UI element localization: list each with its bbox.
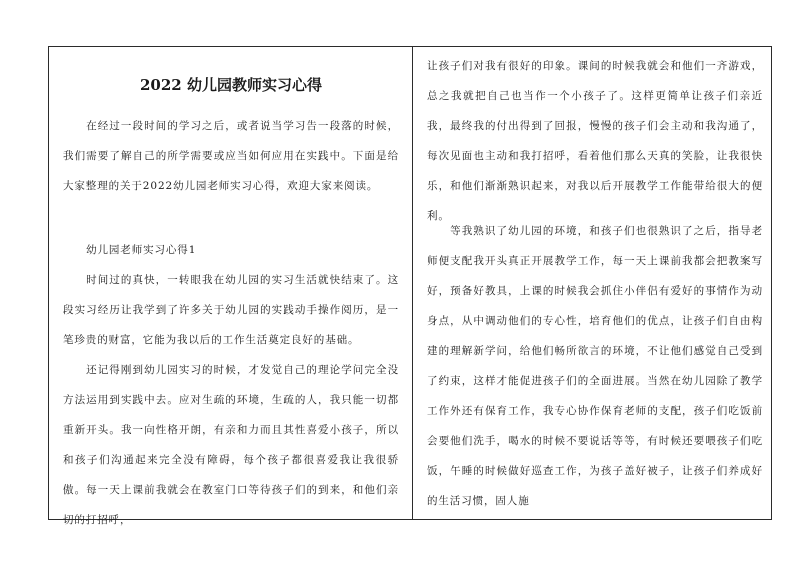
document-title: 2022 幼儿园教师实习心得: [140, 76, 322, 94]
column-divider: [412, 47, 413, 519]
body-paragraph: 等我熟识了幼儿园的环境，和孩子们也很熟识了之后，指导老师便支配我开头真正开展教学工作，每一天上课前我都会把教案写好，预备好教具，上课的时候我会抓住小伴侣有爱好的事情作为动身点，从中调动他们的专心性，培育他们的优点，让孩子们自由构建的理解新学问，给他们畅所欲言的环境，不让他们感觉自己受到了约束，这样才能促进孩子们的全面进展。当然在幼儿园除了教学工作外还有保育工作，我专心协作保育老师的支配，孩子们吃饭前会要他们洗手，喝水的时候不要说话等等，有时候还要喂孩子们吃饭，午睡的时候做好巡查工作，为孩子盖好被子，让孩子们养成好的生活习惯，固人施: [427, 225, 763, 507]
document-page: [48, 46, 772, 526]
body-paragraph: 时间过的真快，一转眼我在幼儿园的实习生活就快结束了。这段实习经历让我学到了许多关于幼儿园的实践动手操作阅历，是一笔珍贵的财富，它能为我以后的工作生活奠定良好的基础。: [63, 274, 399, 346]
section-heading: 幼儿园老师实习心得1: [86, 244, 197, 256]
body-paragraph: 让孩子们对我有很好的印象。课间的时候我就会和他们一齐游戏，总之我就把自己也当作一个小孩子了。这样更简单让孩子们亲近我，最终我的付出得到了回报，慢慢的孩子们会主动和我沟通了，每次见面也主动和我打招呼，看着他们那么天真的笑脸，让我很快乐，和他们渐渐熟识起来，对我以后开展教学工作能带给很大的便利。: [427, 60, 763, 222]
intro-paragraph: 在经过一段时间的学习之后，或者说当学习告一段落的时候，我们需要了解自己的所学需要或应当如何应用在实践中。下面是给大家整理的关于2022幼儿园老师实习心得，欢迎大家来阅读。: [63, 120, 399, 192]
body-paragraph: 还记得刚到幼儿园实习的时候，才发觉自己的理论学问完全没方法运用到实践中去。应对生疏的环境，生疏的人，我只能一切都重新开头。我一向性格开朗，有亲和力而且其性喜爱小孩子，所以和孩子们沟通起来完全没有障碍，每个孩子都很喜爱我让我很骄傲。每一天上课前我就会在教室门口等待孩子们的到来，和他们亲切的打招呼，: [63, 364, 399, 526]
